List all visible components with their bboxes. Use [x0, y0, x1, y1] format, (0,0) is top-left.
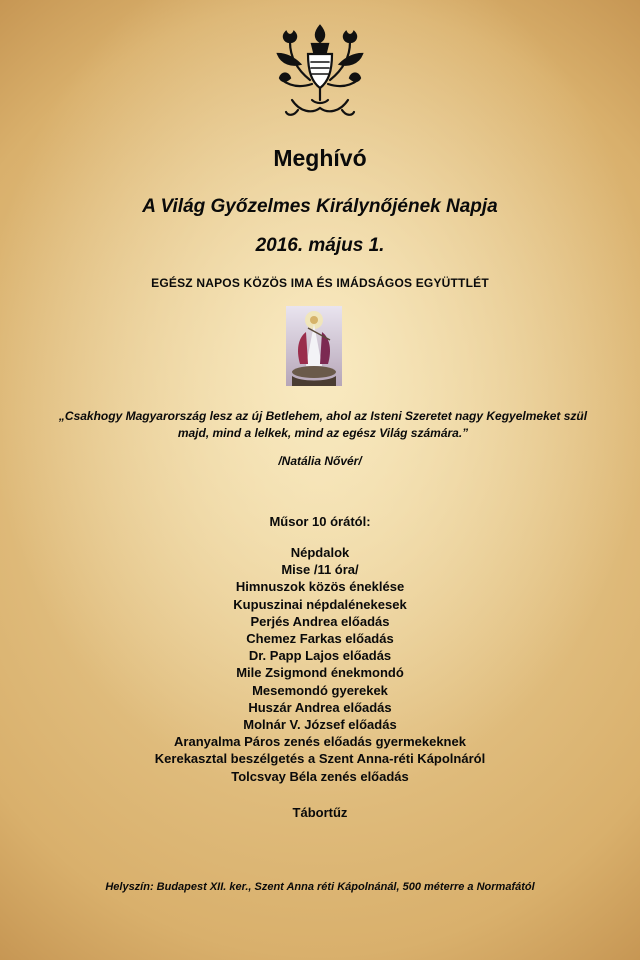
quote-text: „Csakhogy Magyarország lesz az új Betlehem, ahol az Isteni Szeretet nagy Kegyelmeket szül majd, mind a lelkek, mind az egész Világ számára.”	[58, 409, 588, 440]
quote-author: /Natália Nővér/	[278, 454, 362, 468]
program-finale: Tábortűz	[292, 805, 348, 820]
program-item: Perjés Andrea előadás	[250, 613, 390, 629]
program-item: Kupuszinai népdalénekesek	[233, 596, 407, 612]
venue-text: Helyszín: Budapest XII. ker., Szent Anna réti Kápolnánál, 500 méterre a Normafától	[105, 881, 535, 893]
invitation-title: Meghívó	[273, 145, 367, 171]
folk-ornament-emblem-icon	[268, 20, 372, 120]
program-item: Tolcsvay Béla zenés előadás	[231, 768, 409, 784]
program-item: Chemez Farkas előadás	[246, 631, 394, 647]
program-item: Mesemondó gyerekek	[252, 682, 388, 698]
program-item: Huszár Andrea előadás	[248, 699, 392, 715]
event-date: 2016. május 1.	[255, 235, 385, 256]
program-item: Aranyalma Páros zenés előadás gyermekeknek	[174, 734, 466, 750]
program-item: Himnuszok közös éneklése	[235, 579, 405, 595]
program-item: Kerekasztal beszélgetés a Szent Anna-réti Kápolnáról	[154, 751, 486, 767]
program-item: Népdalok	[290, 545, 350, 560]
program-item: Mile Zsigmond énekmondó	[236, 665, 404, 681]
event-subtitle: A Világ Győzelmes Királynőjének Napja	[142, 196, 498, 217]
event-tagline: EGÉSZ NAPOS KÖZÖS IMA ÉS IMÁDSÁGOS EGYÜTTLÉT	[151, 276, 489, 290]
program-item: Molnár V. József előadás	[243, 717, 397, 733]
program-title: Műsor 10 órától:	[269, 514, 371, 529]
program-item: Mise /11 óra/	[281, 562, 359, 578]
queen-portrait-image	[286, 306, 342, 386]
program-item: Dr. Papp Lajos előadás	[248, 648, 392, 664]
program-list	[0, 544, 640, 785]
